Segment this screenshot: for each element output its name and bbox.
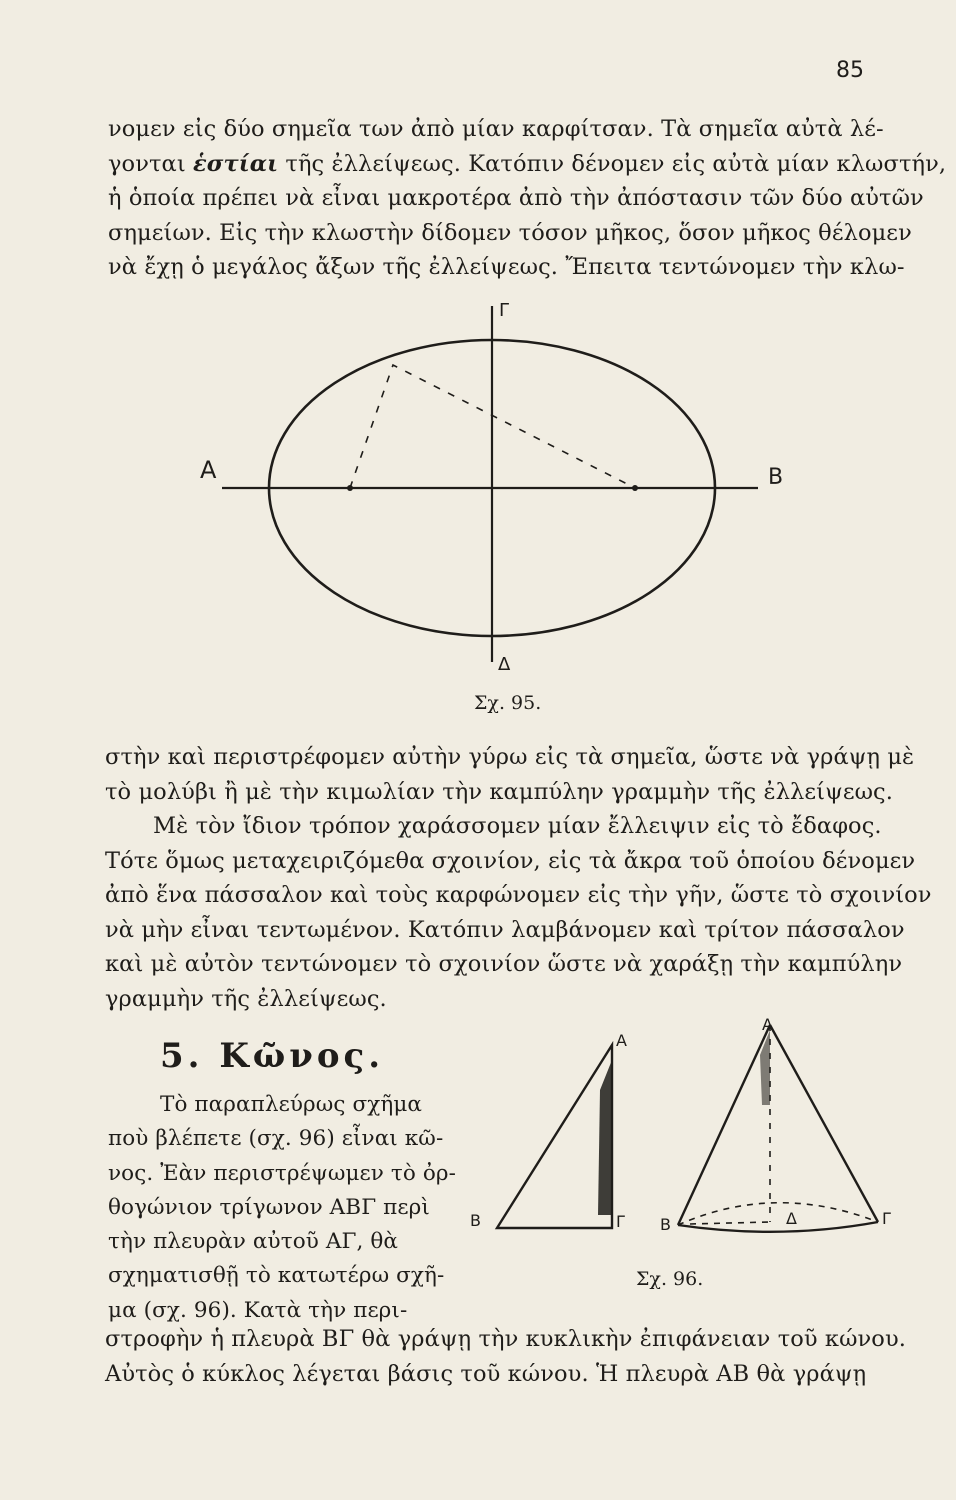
text-line: ποὺ βλέπετε (σχ. 96) εἶναι κῶ- [108, 1126, 444, 1152]
text-line: μα (σχ. 96). Κατὰ τὴν περι- [108, 1297, 408, 1323]
text-line: τὴν πλευρὰν αὐτοῦ ΑΓ, θὰ [108, 1229, 399, 1255]
label-beta: Β [768, 465, 784, 490]
cone-label-right: Γ [882, 1209, 891, 1228]
cone-label-left: Β [660, 1215, 671, 1234]
text-line: γονται ἑστίαι τῆς ἐλλείψεως. Κατόπιν δένομεν εἰς αὐτὰ μίαν κλωστήν, [108, 150, 947, 177]
text-line: γραμμὴν τῆς ἐλλείψεως. [105, 985, 387, 1012]
text-line: Αὐτὸς ὁ κύκλος λέγεται βάσις τοῦ κώνου. Ἡ πλευρὰ ΑΒ θὰ γράψῃ [105, 1360, 867, 1387]
figure-95-caption: Σχ. 95. [474, 692, 542, 714]
triangle-label-apex: Α [616, 1031, 627, 1050]
label-gamma: Γ [499, 300, 510, 321]
text-line: τὸ μολύβι ἢ μὲ τὴν κιμωλίαν τὴν καμπύλην γραμμὴν τῆς ἐλλείψεως. [105, 778, 893, 805]
right-triangle [470, 1031, 627, 1231]
label-alpha: Α [200, 456, 217, 484]
cone-label-apex: Α [762, 1015, 773, 1034]
text-line: στροφὴν ἡ πλευρὰ ΒΓ θὰ γράψῃ τὴν κυκλικὴν ἐπιφάνειαν τοῦ κώνου. [105, 1326, 906, 1352]
cone [660, 1015, 891, 1234]
triangle-label-right: Γ [616, 1212, 625, 1231]
triangle-label-left: Β [470, 1211, 481, 1230]
section-heading: 5. Κῶνος. [160, 1036, 385, 1076]
text-line: Τότε ὅμως μεταχειριζόμεθα σχοινίον, εἰς τὰ ἄκρα τοῦ ὁποίου δένομεν [105, 847, 916, 874]
label-delta: Δ [498, 654, 511, 675]
text-line: νὰ ἔχῃ ὁ μεγάλος ἄξων τῆς ἐλλείψεως. Ἔπειτα τεντώνομεν τὴν κλω- [108, 254, 905, 280]
text-line: σημείων. Εἰς τὴν κλωστὴν δίδομεν τόσον μῆκος, ὅσον μῆκος θέλομεν [108, 219, 912, 246]
page-number: 85 [836, 58, 864, 83]
text-line: ἡ ὁποία πρέπει νὰ εἶναι μακροτέρα ἀπὸ τὴν ἀπόστασιν τῶν δύο αὐτῶν [108, 185, 924, 211]
text-line: στὴν καὶ περιστρέφομεν αὐτὴν γύρω εἰς τὰ σημεῖα, ὥστε νὰ γράψῃ μὲ [105, 744, 915, 770]
text-line: νομεν εἰς δύο σημεῖα των ἀπὸ μίαν καρφίτσαν. Τὰ σημεῖα αὐτὰ λέ- [108, 116, 884, 142]
text-line: σχηματισθῇ τὸ κατωτέρω σχῆ- [108, 1263, 445, 1289]
text-line: Μὲ τὸν ἴδιον τρόπον χαράσσομεν μίαν ἔλλειψιν εἰς τὸ ἔδαφος. [153, 813, 882, 839]
text-line: Τὸ παραπλεύρως σχῆμα [160, 1092, 423, 1117]
bottom-paragraph [105, 1322, 906, 1391]
text-line: ἀπὸ ἕνα πάσσαλον καὶ τοὺς καρφώνομεν εἰς τὴν γῆν, ὥστε τὸ σχοινίον [105, 882, 932, 908]
text-line: νος. Ἐὰν περιστρέψωμεν τὸ ὀρ- [108, 1160, 457, 1186]
text-line: νὰ μὴν εἶναι τεντωμένον. Κατόπιν λαμβάνομεν καὶ τρίτον πάσσαλον [105, 916, 905, 943]
text-line: καὶ μὲ αὐτὸν τεντώνομεν τὸ σχοινίον ὥστε νὰ χαράξῃ τὴν καμπύλην [105, 951, 903, 977]
figure-96-caption: Σχ. 96. [636, 1268, 704, 1290]
cone-label-center: Δ [786, 1209, 797, 1228]
emphasized-term: ἑστίαι [193, 150, 279, 177]
text-line: θογώνιον τρίγωνον ΑΒΓ περὶ [108, 1194, 430, 1220]
